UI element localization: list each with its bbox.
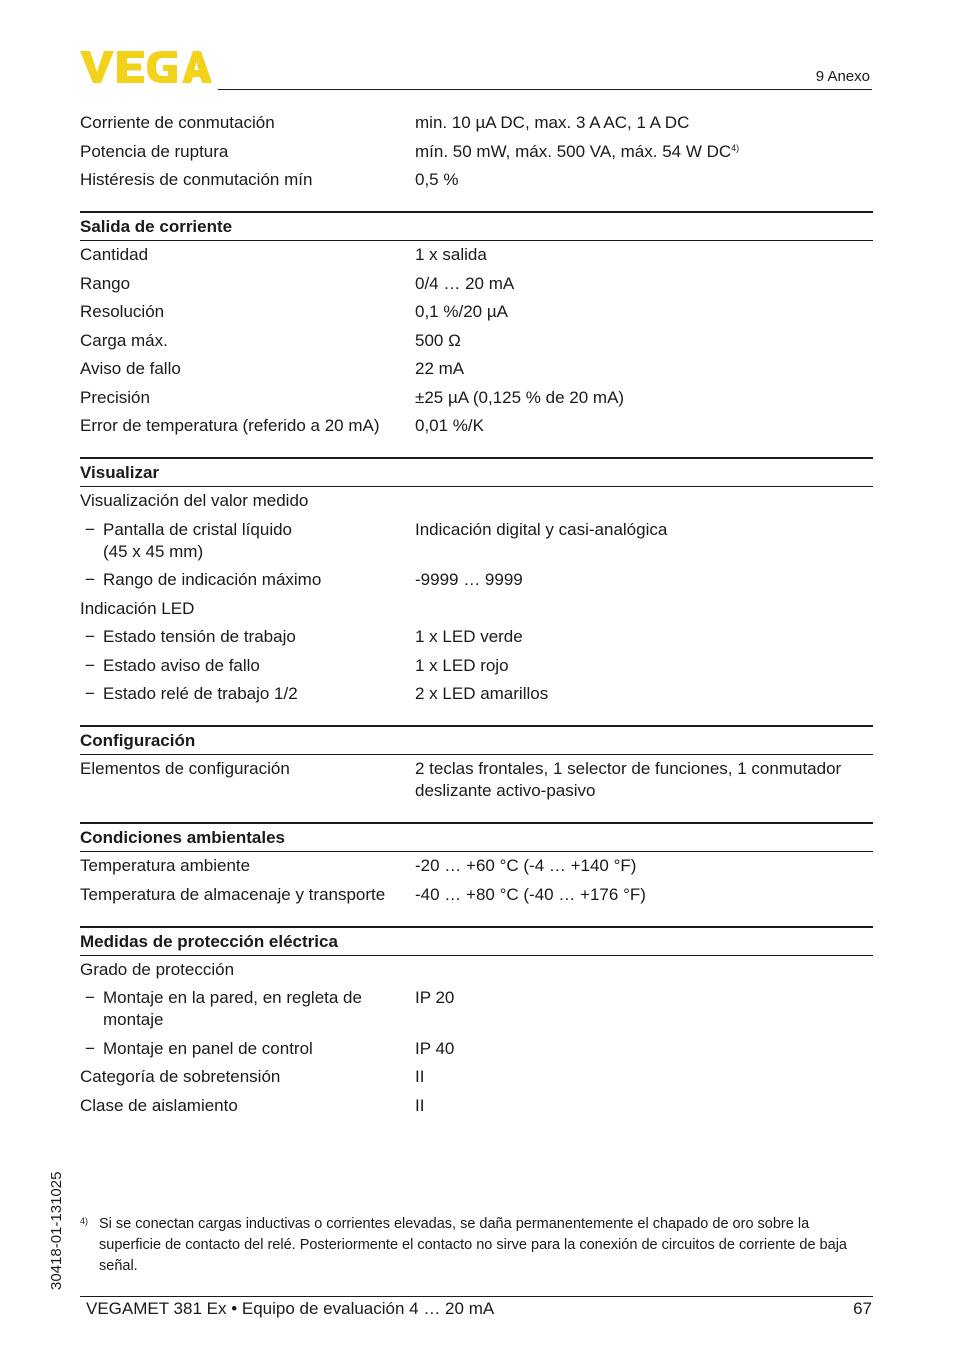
section-proteccion-electrica bbox=[80, 926, 873, 1117]
header-rule bbox=[218, 89, 872, 90]
spec-row: Histéresis de conmutación mín 0,5 % bbox=[80, 170, 459, 189]
section-configuracion bbox=[80, 725, 873, 802]
spec-row: Potencia de ruptura mín. 50 mW, máx. 500 VA, máx. 54 W DC$^{4)}$ bbox=[80, 141, 740, 161]
spec-row: Aviso de fallo 22 mA bbox=[80, 359, 465, 378]
spec-row: Carga máx. 500 Ω bbox=[80, 330, 461, 350]
spec-row: Clase de aislamiento II bbox=[80, 1095, 425, 1115]
document-code: 30418-01-131025 bbox=[48, 1171, 65, 1290]
footnote bbox=[80, 1214, 873, 1277]
section-title: Configuración bbox=[80, 727, 873, 755]
vega-logo bbox=[80, 50, 212, 84]
section-condiciones-ambientales bbox=[80, 822, 873, 906]
spec-row: Temperatura ambiente -20 … +60 °C (-4 … +140 °F) bbox=[80, 856, 637, 875]
section-title: Salida de corriente bbox=[80, 213, 873, 241]
spec-row: Rango 0/4 … 20 mA bbox=[80, 273, 515, 293]
spec-group-label: Indicación LED bbox=[80, 598, 195, 618]
section-title: Condiciones ambientales bbox=[80, 824, 873, 852]
page-number: 67 bbox=[853, 1299, 872, 1318]
spec-group-label: Visualización del valor medido bbox=[80, 491, 309, 510]
spec-row: Temperatura de almacenaje y transporte -40 … +80 °C (-40 … +176 °F) bbox=[80, 884, 646, 904]
footnote-ref: 4) bbox=[731, 142, 740, 153]
chapter-label: 9 Anexo bbox=[815, 68, 870, 85]
footnote-mark: 4) bbox=[80, 1216, 89, 1226]
spec-row: − Estado aviso de fallo 1 x LED rojo bbox=[80, 655, 873, 677]
spec-row: Cantidad 1 x salida bbox=[80, 245, 487, 264]
spec-row: Resolución 0,1 %/20 µA bbox=[80, 302, 508, 321]
spec-row: − Estado tensión de trabajo 1 x LED verde bbox=[80, 626, 873, 648]
footer-rule bbox=[80, 1296, 873, 1297]
spec-row: Categoría de sobretensión II bbox=[80, 1067, 425, 1086]
spec-row: − Montaje en panel de control IP 40 bbox=[80, 1038, 873, 1060]
spec-row: Precisión ±25 µA (0,125 % de 20 mA) bbox=[80, 387, 625, 407]
section-title: Medidas de protección eléctrica bbox=[80, 928, 873, 956]
spec-row: − Pantalla de cristal líquido (45 x 45 mm) Indicación digital y casi-analógica bbox=[80, 519, 873, 563]
spec-row: Corriente de conmutación min. 10 µA DC, max. 3 A AC, 1 A DC bbox=[80, 113, 690, 132]
spec-table bbox=[80, 112, 873, 1123]
section-salida-corriente bbox=[80, 211, 873, 437]
spec-row: − Montaje en la pared, en regleta de montaje IP 20 bbox=[80, 987, 873, 1031]
spec-row: − Estado relé de trabajo 1/2 2 x LED amarillos bbox=[80, 683, 873, 705]
spec-row: Error de temperatura (referido a 20 mA) 0,01 %/K bbox=[80, 416, 484, 435]
footer-title: VEGAMET 381 Ex • Equipo de evaluación 4 … 20 mA bbox=[86, 1299, 495, 1318]
section-title: Visualizar bbox=[80, 459, 873, 487]
spec-row: − Rango de indicación máximo -9999 … 9999 bbox=[80, 569, 873, 591]
spec-group-label: Grado de protección bbox=[80, 959, 235, 979]
section-visualizar bbox=[80, 457, 873, 705]
spec-row: Elementos de configuración 2 teclas frontales, 1 selector de funciones, 1 conmutador deslizante activo-pasivo bbox=[80, 759, 842, 800]
footnote-text: Si se conectan cargas inductivas o corrientes elevadas, se daña permanentemente el chapado de oro sobre la superficie de contacto del relé. Posteriormente el contacto no sirve para la conexión de circuitos de corriente de baja señal. bbox=[99, 1216, 847, 1274]
